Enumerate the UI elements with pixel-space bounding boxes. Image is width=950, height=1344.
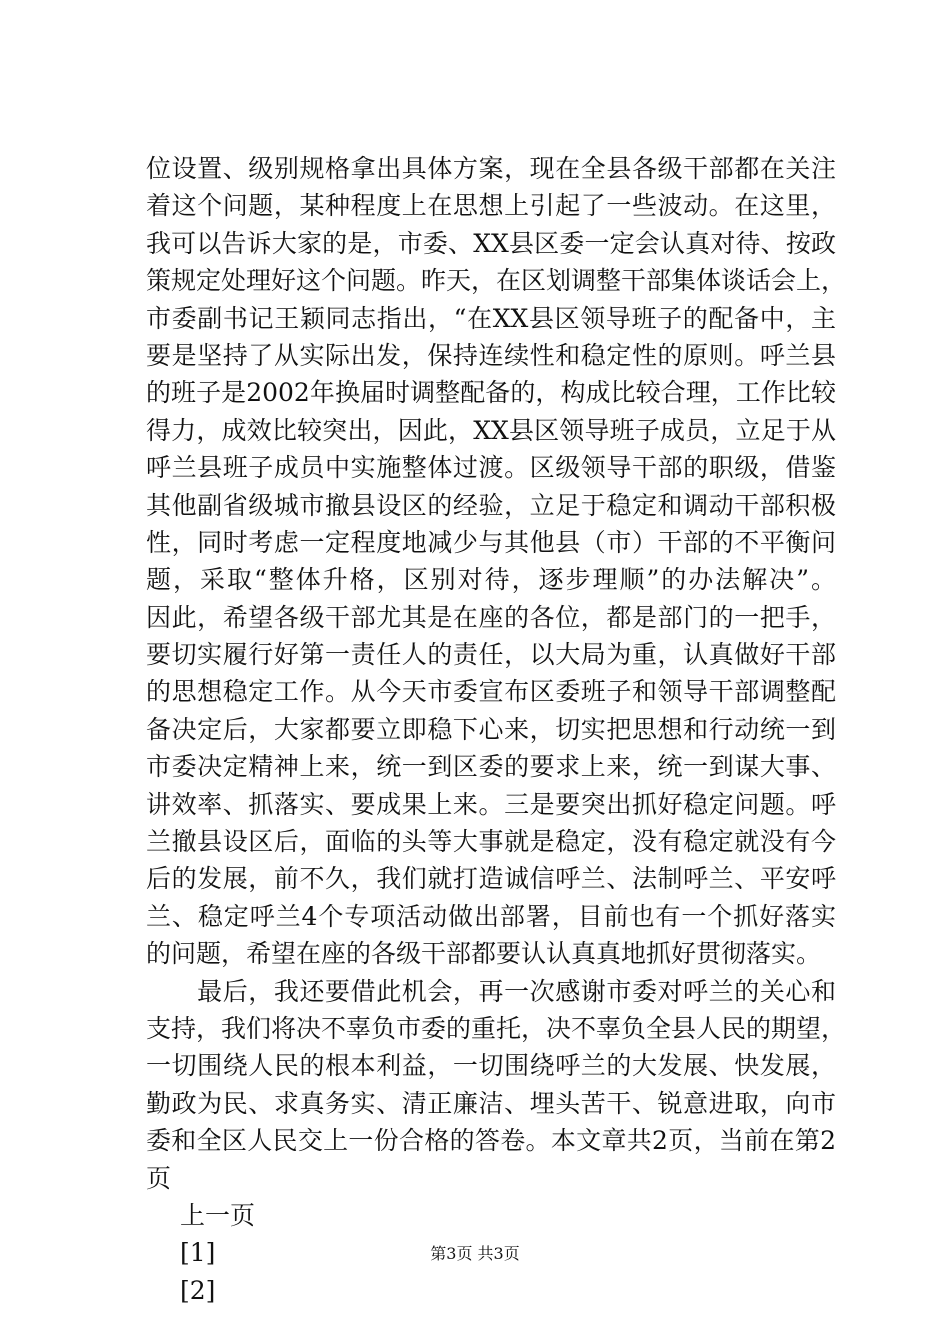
text-line: 备决定后，大家都要立即稳下心来，切实把思想和行动统一到 <box>146 714 836 744</box>
text-line: 要是坚持了从实际出发，保持连续性和稳定性的原则。呼兰县 <box>146 340 836 370</box>
text-line: 策规定处理好这个问题。昨天，在区划调整干部集体谈话会上， <box>146 266 847 296</box>
text-line: 的思想稳定工作。从今天市委宣布区委班子和领导干部调整配 <box>146 677 836 707</box>
text-line: 呼兰县班子成员中实施整体过渡。区级领导干部的职级，借鉴 <box>146 453 836 483</box>
text-line: 的问题，希望在座的各级干部都要认认真真地抓好贯彻落实。 <box>146 939 822 969</box>
text-line: 性，同时考虑一定程度地减少与其他县（市）干部的不平衡问 <box>146 527 836 557</box>
page-2-link[interactable]: [2] <box>180 1275 216 1305</box>
text-line: 要切实履行好第一责任人的责任，以大局为重，认真做好干部 <box>146 640 836 670</box>
article-body <box>146 150 847 1309</box>
text-line: 市委决定精神上来，统一到区委的要求上来，统一到谋大事、 <box>146 752 836 782</box>
text-line: 着这个问题，某种程度上在思想上引起了一些波动。在这里， <box>146 191 836 221</box>
page-1-link[interactable]: [1] <box>180 1238 216 1268</box>
text-line: 的班子是2002年换届时调整配备的，构成比较合理，工作比较 <box>146 378 836 408</box>
text-line: 支持，我们将决不辜负市委的重托，决不辜负全县人民的期望， <box>146 1013 847 1043</box>
prev-page-link[interactable]: 上一页 <box>180 1200 256 1230</box>
page-footer: 第3页 共3页 <box>430 1244 520 1263</box>
text-line: 因此，希望各级干部尤其是在座的各位，都是部门的一把手， <box>146 602 836 632</box>
text-line: 页 <box>146 1163 172 1193</box>
paragraph-2 <box>146 973 847 1197</box>
text-line: 一切围绕人民的根本利益，一切围绕呼兰的大发展、快发展， <box>146 1051 836 1081</box>
text-line: 勤政为民、求真务实、清正廉洁、埋头苦干、锐意进取，向市 <box>146 1088 836 1118</box>
paragraph-1 <box>146 150 847 973</box>
text-line: 后的发展，前不久，我们就打造诚信呼兰、法制呼兰、平安呼 <box>146 864 836 894</box>
text-line: 市委副书记王颖同志指出，“在XX县区领导班子的配备中，主 <box>146 303 836 333</box>
text-line: 位设置、级别规格拿出具体方案，现在全县各级干部都在关注 <box>146 154 836 183</box>
text-line: 兰撤县设区后，面临的头等大事就是稳定，没有稳定就没有今 <box>146 827 836 857</box>
text-line: 我可以告诉大家的是，市委、XX县区委一定会认真对待、按政 <box>146 228 836 258</box>
text-line: 兰、稳定呼兰4个专项活动做出部署，目前也有一个抓好落实 <box>146 901 836 931</box>
text-line: 讲效率、抓落实、要成果上来。三是要突出抓好稳定问题。呼 <box>146 789 836 819</box>
text-line: 得力，成效比较突出，因此，XX县区领导班子成员，立足于从 <box>146 415 836 445</box>
text-line: 题，采取“整体升格，区别对待，逐步理顺”的办法解决”。 <box>146 565 836 595</box>
text-line: 其他副省级城市撤县设区的经验，立足于稳定和调动干部积极 <box>146 490 836 520</box>
text-line: 最后，我还要借此机会，再一次感谢市委对呼兰的关心和 <box>146 976 836 1006</box>
text-line: 委和全区人民交上一份合格的答卷。本文章共2页，当前在第2 <box>146 1126 836 1156</box>
